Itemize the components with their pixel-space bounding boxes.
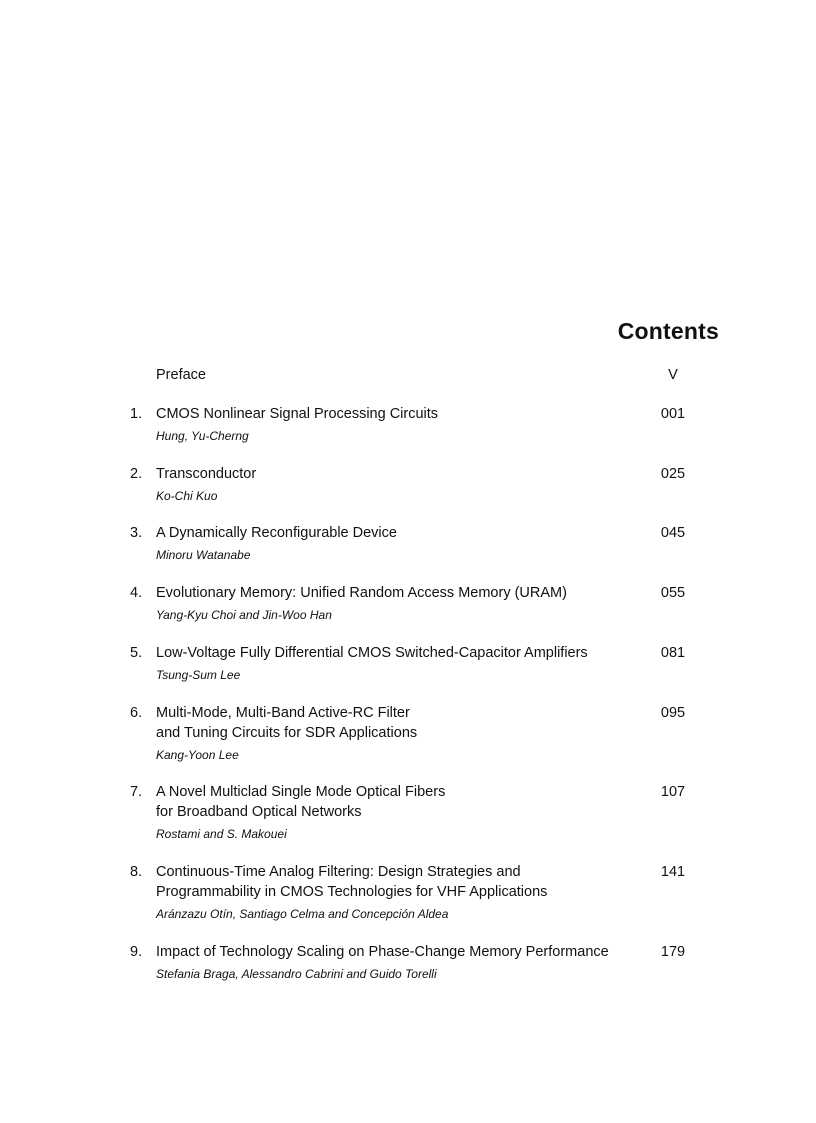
chapter-number: 9. <box>130 944 143 960</box>
chapter-number: 2. <box>130 466 143 482</box>
chapter-title: Evolutionary Memory: Unified Random Access Memory (URAM) <box>156 585 567 601</box>
chapter-number: 4. <box>130 585 143 601</box>
preface-label: Preface <box>156 367 206 383</box>
chapter-title: A Dynamically Reconfigurable Device <box>156 525 397 541</box>
toc-entry <box>0 784 816 846</box>
chapter-title-line: Continuous-Time Analog Filtering: Design Strategies and <box>156 864 521 880</box>
chapter-page-number: 055 <box>660 585 686 601</box>
chapter-number: 6. <box>130 705 143 721</box>
chapter-authors: Ko-Chi Kuo <box>156 489 218 503</box>
toc-entry <box>0 525 816 567</box>
chapter-title: Transconductor <box>156 466 257 482</box>
toc-entry <box>0 864 816 926</box>
chapter-authors: Hung, Yu-Cherng <box>156 429 249 443</box>
chapter-page-number: 001 <box>660 406 686 422</box>
chapter-number: 3. <box>130 525 143 541</box>
chapter-title: Low-Voltage Fully Differential CMOS Switched-Capacitor Amplifiers <box>156 645 588 661</box>
toc-entry <box>0 585 816 627</box>
chapter-title-line: Multi-Mode, Multi-Band Active-RC Filter <box>156 705 410 721</box>
toc-entry <box>0 944 816 986</box>
chapter-authors: Rostami and S. Makouei <box>156 827 287 841</box>
chapter-page-number: 095 <box>660 705 686 721</box>
chapter-number: 8. <box>130 864 143 880</box>
preface-page-number: V <box>668 367 678 383</box>
chapter-page-number: 141 <box>660 864 686 880</box>
chapter-number: 5. <box>130 645 143 661</box>
toc-entry <box>0 705 816 767</box>
chapter-page-number: 107 <box>660 784 686 800</box>
chapter-title-line: Programmability in CMOS Technologies for VHF Applications <box>156 884 548 900</box>
chapter-number: 1. <box>130 406 143 422</box>
toc-entry <box>0 406 816 448</box>
page-title: Contents <box>617 318 719 344</box>
chapter-page-number: 045 <box>660 525 686 541</box>
chapter-page-number: 081 <box>660 645 686 661</box>
toc-entry <box>0 466 816 508</box>
chapter-number: 7. <box>130 784 143 800</box>
chapter-authors: Tsung-Sum Lee <box>156 668 241 682</box>
toc-entry <box>0 645 816 687</box>
chapter-authors: Yang-Kyu Choi and Jin-Woo Han <box>156 608 332 622</box>
chapter-page-number: 179 <box>660 944 686 960</box>
chapter-title: CMOS Nonlinear Signal Processing Circuits <box>156 406 439 422</box>
chapter-authors: Stefania Braga, Alessandro Cabrini and Guido Torelli <box>156 967 437 981</box>
chapter-authors: Kang-Yoon Lee <box>156 748 239 762</box>
chapter-title: Impact of Technology Scaling on Phase-Change Memory Performance <box>156 944 609 960</box>
chapter-authors: Aránzazu Otín, Santiago Celma and Concepción Aldea <box>156 907 449 921</box>
chapter-authors: Minoru Watanabe <box>156 548 251 562</box>
chapter-title-line: and Tuning Circuits for SDR Applications <box>156 725 418 741</box>
chapter-title-line: for Broadband Optical Networks <box>156 804 362 820</box>
chapter-title-line: A Novel Multiclad Single Mode Optical Fibers <box>156 784 446 800</box>
chapter-page-number: 025 <box>660 466 686 482</box>
